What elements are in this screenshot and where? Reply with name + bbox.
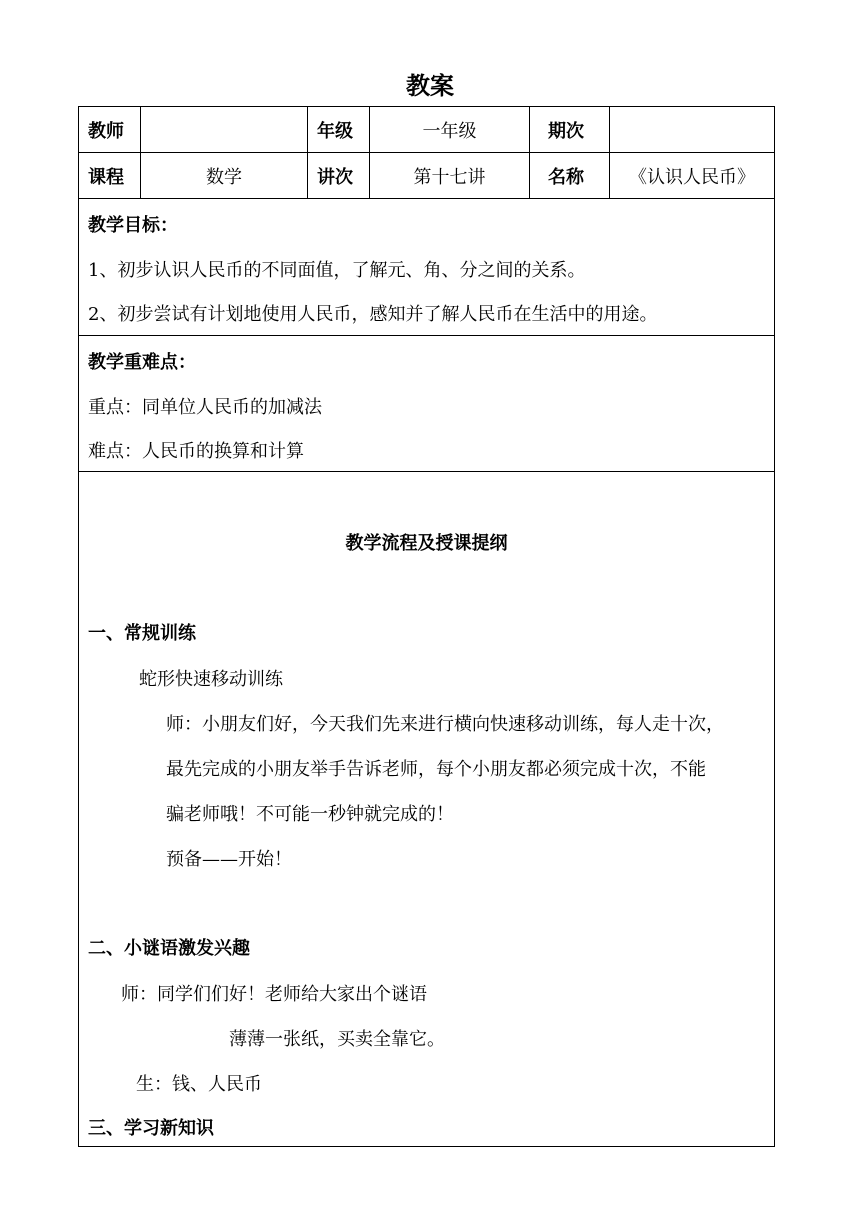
key-point-item: 难点：人民币的换算和计算 (88, 441, 304, 462)
section1-line: 骗老师哦！不可能一秒钟就完成的！ (166, 804, 454, 825)
objective-item: 1、初步认识人民币的不同面值，了解元、角、分之间的关系。 (88, 260, 586, 281)
key-points-heading: 教学重难点： (88, 352, 196, 373)
section1-line: 预备——开始！ (166, 849, 292, 870)
name-label: 名称 (530, 153, 610, 198)
section2-student-line: 生：钱、人民币 (136, 1074, 262, 1095)
section1-subheading: 蛇形快速移动训练 (139, 669, 283, 690)
section1-line: 最先完成的小朋友举手告诉老师，每个小朋友都必须完成十次，不能 (166, 759, 706, 780)
key-points-section (79, 336, 774, 472)
lesson-plan-table (78, 106, 775, 1147)
course-label: 课程 (79, 153, 141, 198)
header-row-course (79, 153, 774, 199)
issue-value (610, 107, 774, 152)
section2-heading: 二、小谜语激发兴趣 (88, 938, 250, 959)
issue-label: 期次 (530, 107, 610, 152)
header-row-teacher (79, 107, 774, 153)
course-value: 数学 (141, 153, 308, 198)
lecture-value: 第十七讲 (370, 153, 530, 198)
lecture-label: 讲次 (308, 153, 370, 198)
grade-value: 一年级 (370, 107, 530, 152)
section2-teacher-line: 师：同学们们好！老师给大家出个谜语 (121, 984, 427, 1005)
teacher-label: 教师 (79, 107, 141, 152)
flow-heading: 教学流程及授课提纲 (345, 533, 508, 554)
teacher-value (141, 107, 308, 152)
section1-line: 师：小朋友们好，今天我们先来进行横向快速移动训练，每人走十次， (166, 714, 724, 735)
section1-heading: 一、常规训练 (88, 623, 196, 644)
objective-item: 2、初步尝试有计划地使用人民币，感知并了解人民币在生活中的用途。 (88, 304, 658, 325)
name-value: 《认识人民币》 (629, 166, 755, 188)
key-point-item: 重点：同单位人民币的加减法 (88, 397, 322, 418)
section2-riddle: 薄薄一张纸，买卖全靠它。 (229, 1029, 445, 1050)
grade-label: 年级 (308, 107, 370, 152)
objectives-section (79, 199, 774, 336)
page-title: 教案 (406, 72, 454, 100)
section3-heading: 三、学习新知识 (88, 1118, 214, 1139)
objectives-heading: 教学目标： (88, 215, 178, 236)
